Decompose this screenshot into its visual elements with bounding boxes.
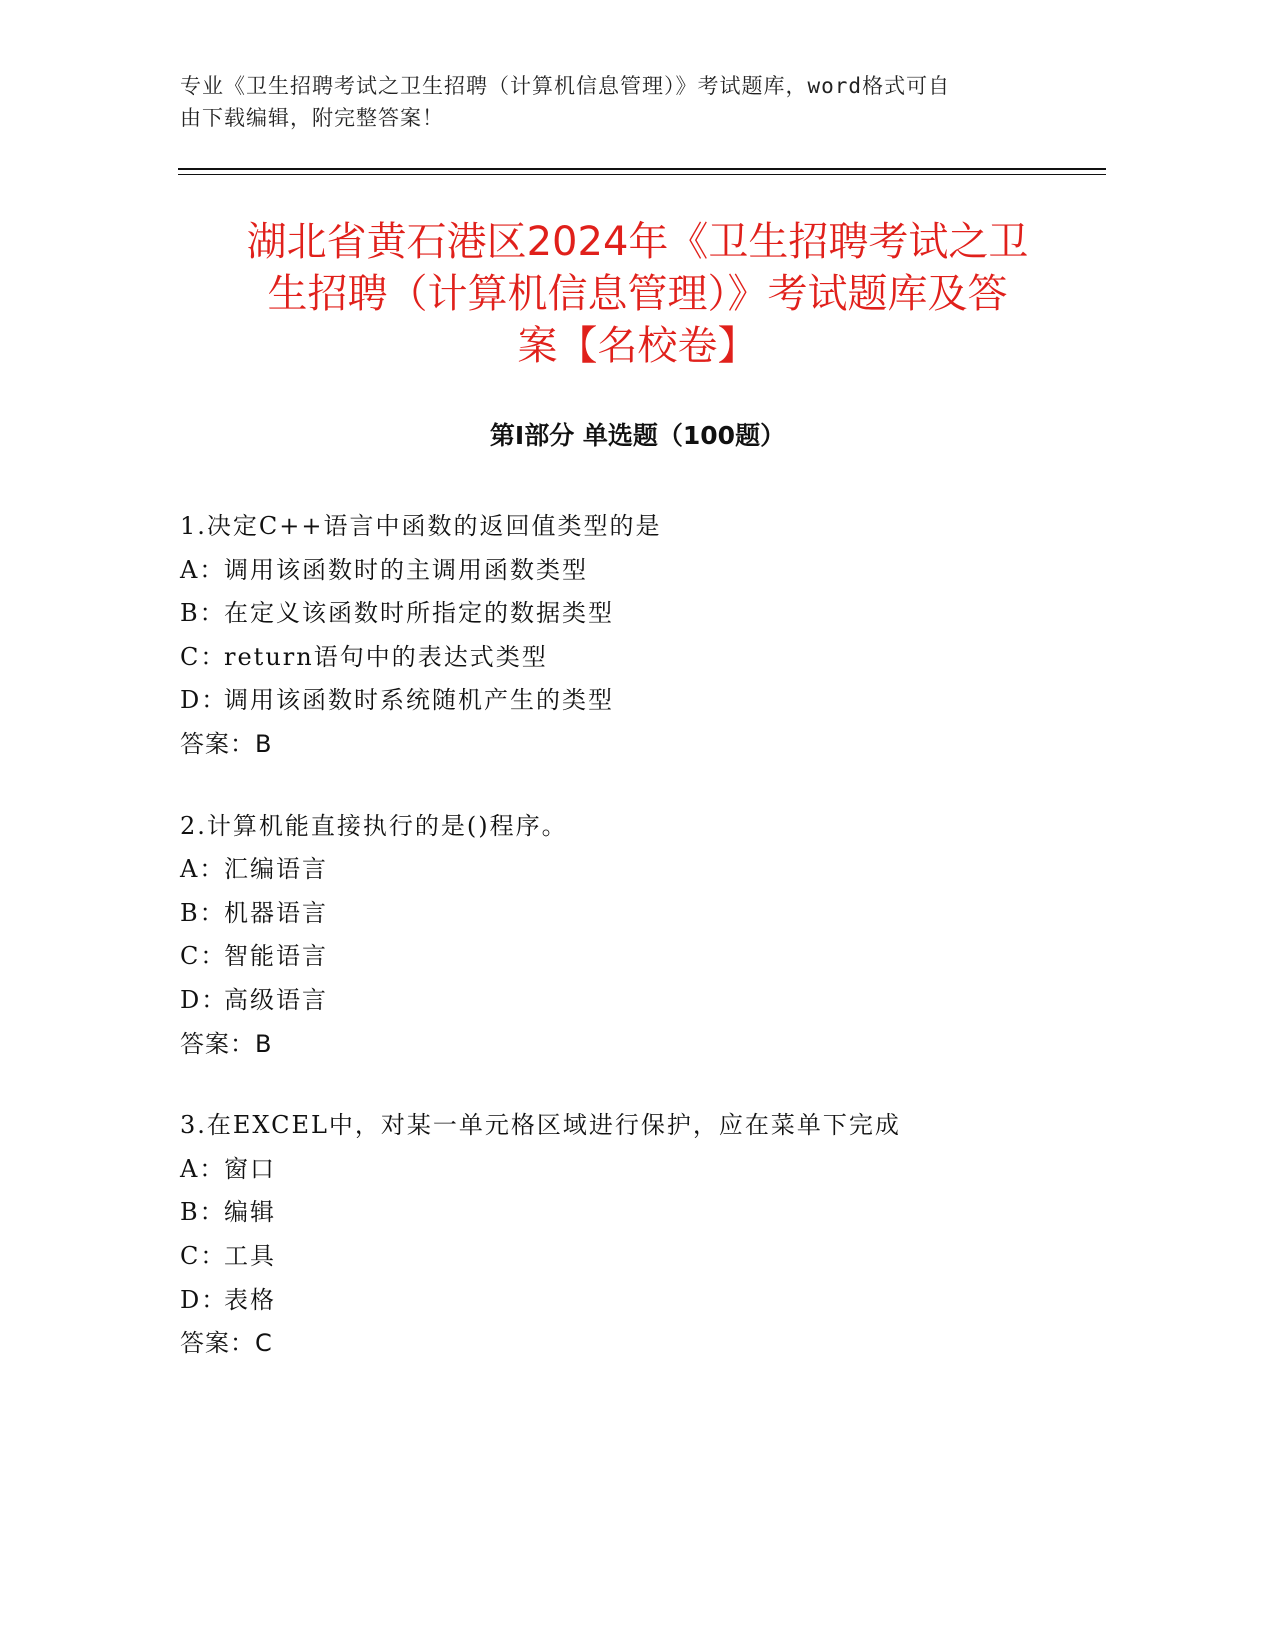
option-text: 窗口 xyxy=(224,1154,276,1183)
title-line-3: 案【名校卷】 xyxy=(517,323,758,369)
option-a xyxy=(180,549,1120,593)
question-2 xyxy=(180,805,1120,1067)
header-note-line-2: 由下载编辑，附完整答案！ xyxy=(180,106,444,130)
question-list xyxy=(180,505,1120,1404)
option-key: A： xyxy=(180,855,226,884)
option-text: 高级语言 xyxy=(224,985,328,1014)
option-text: return语句中的表达式类型 xyxy=(224,642,548,671)
option-text: 表格 xyxy=(224,1285,276,1314)
option-text: 工具 xyxy=(224,1241,276,1270)
answer-line: 答案：B xyxy=(180,729,273,758)
option-a xyxy=(180,848,1120,892)
option-key: B： xyxy=(180,898,226,927)
option-key: C： xyxy=(180,942,227,971)
option-c xyxy=(180,636,1120,680)
header-note xyxy=(180,70,1040,134)
question-1 xyxy=(180,505,1120,767)
option-b xyxy=(180,592,1120,636)
option-text: 汇编语言 xyxy=(224,855,328,884)
option-b xyxy=(180,1191,1120,1235)
option-key: D： xyxy=(180,1285,228,1314)
option-key: A： xyxy=(180,555,226,584)
option-c xyxy=(180,935,1120,979)
option-text: 调用该函数时的主调用函数类型 xyxy=(224,555,588,584)
option-key: B： xyxy=(180,599,226,628)
option-text: 机器语言 xyxy=(224,898,328,927)
option-key: A： xyxy=(180,1154,226,1183)
header-note-line-1: 专业《卫生招聘考试之卫生招聘（计算机信息管理）》考试题库，word格式可自 xyxy=(180,74,951,98)
answer-line: 答案：C xyxy=(180,1329,273,1358)
option-text: 在定义该函数时所指定的数据类型 xyxy=(224,599,614,628)
question-stem: 1.决定C++语言中函数的返回值类型的是 xyxy=(180,512,662,540)
option-text: 智能语言 xyxy=(224,942,328,971)
option-text: 调用该函数时系统随机产生的类型 xyxy=(224,686,614,715)
option-d xyxy=(180,1279,1120,1323)
title-line-1: 湖北省黄石港区2024年《卫生招聘考试之卫 xyxy=(246,219,1029,265)
question-stem: 2.计算机能直接执行的是()程序。 xyxy=(180,811,568,840)
option-key: D： xyxy=(180,686,228,715)
option-d xyxy=(180,979,1120,1023)
option-key: B： xyxy=(180,1198,226,1227)
option-b xyxy=(180,892,1120,936)
option-key: D： xyxy=(180,985,228,1014)
option-a xyxy=(180,1148,1120,1192)
question-3 xyxy=(180,1104,1120,1366)
option-text: 编辑 xyxy=(224,1198,276,1227)
question-stem: 3.在EXCEL中，对某一单元格区域进行保护，应在菜单下完成 xyxy=(180,1111,901,1140)
option-key: C： xyxy=(180,642,227,671)
document-title xyxy=(170,216,1105,372)
option-d xyxy=(180,679,1120,723)
option-key: C： xyxy=(180,1241,227,1270)
answer-line: 答案：B xyxy=(180,1029,273,1058)
section-title: 第Ⅰ部分 单选题（100题） xyxy=(489,421,786,450)
header-rule-thin xyxy=(178,174,1106,175)
option-c xyxy=(180,1235,1120,1279)
header-rule-thick xyxy=(178,168,1106,170)
title-line-2: 生招聘（计算机信息管理）》考试题库及答 xyxy=(267,271,1008,317)
